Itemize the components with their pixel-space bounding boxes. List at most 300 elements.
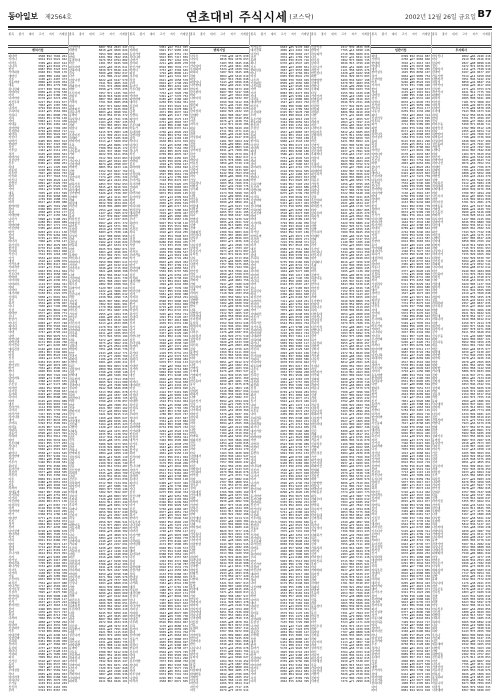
stock-row: 나한가 1662 ▼97 1216 079 [129, 58, 188, 62]
stock-row: 타타자 6218 ▼14 5999 875 [432, 242, 491, 247]
stock-row: 한타카차 5717 ▲46 8554 982 [69, 409, 128, 413]
column-header-label: 대비 [391, 32, 398, 36]
stock-row: 타바카나 1661 ▼78 3657 973 [8, 154, 67, 159]
stock-row: 마가삼 0737 ▲76 4733 712 [190, 473, 249, 478]
stock-row: 한신진다 4328 ▲45 6102 958 [311, 71, 370, 75]
stock-row: 성우 5438 ▼32 3143 267 [311, 292, 370, 296]
stock-row: 사신사사 0642 ▲07 8695 539 [432, 193, 491, 198]
stock-row: 삼자 8628 ▲59 5735 265 [69, 236, 128, 241]
stock-row: 다파동 5282 ▲44 1071 853 [69, 428, 128, 433]
stock-row: 한바타삼 0496 ▲05 7619 290 [8, 203, 67, 208]
stock-row: 동하 1122 ▼40 8608 141 [371, 167, 430, 172]
stock-row: 동파 8115 ▼18 4011 290 [371, 138, 430, 143]
stock-row: 카나하 4354 ▼50 1065 454 [250, 279, 309, 283]
stock-row: 마나가 6147 ▲18 1658 119 [432, 447, 491, 452]
stock-row: 차신신 9546 ▼79 2321 498 [311, 100, 370, 105]
stock-row: 나삼대 0226 ▼83 7166 570 [129, 675, 188, 680]
stock-row: 차아성 8784 ▲35 6660 205 [129, 402, 188, 407]
stock-row: 차동라나 3665 ▼54 7260 031 [190, 180, 249, 185]
stock-row: 마신사 7507 ▼48 4624 144 [8, 177, 67, 182]
stock-row: 신자 4939 ▼11 6331 106 [129, 321, 188, 326]
stock-row: 대마 1164 ▼75 6887 471 [371, 587, 430, 591]
stock-row: 삼자아 5297 ▲69 6059 495 [129, 626, 188, 631]
stock-row: 차자나신 0076 ▲56 7652 551 [432, 161, 491, 166]
stock-row: 바가라 4102 ▼30 7621 215 [129, 526, 188, 530]
column-header-label: 대비 [270, 32, 277, 36]
stock-row: 신자 3556 ▲38 7111 409 [311, 542, 370, 547]
stock-row: 마바카 0805 ▼52 0433 144 [69, 165, 128, 170]
stock-row: 우동 0807 ▼63 4849 036 [69, 97, 128, 101]
stock-row: 아가차 2778 ▼84 8340 538 [8, 496, 67, 500]
stock-row: 카나대 5886 ▼70 0033 080 [432, 369, 491, 374]
stock-column [190, 32, 251, 692]
stock-row: 성나카 4812 ▼85 3079 919 [129, 149, 188, 153]
stock-row: 한다나다 5815 ▼34 6065 666 [250, 519, 309, 524]
stock-row: 대마진삼 4782 ▼89 0512 128 [432, 125, 491, 130]
stock-row: 나차가 5898 ▲41 5108 291 [8, 216, 67, 221]
stock-row: 마삼 1927 ▲43 0832 020 [129, 386, 188, 391]
stock-row: 차우하 9411 ▲63 3305 853 [69, 331, 128, 335]
stock-row: 바진우 3984 ▼08 5900 845 [250, 103, 309, 108]
stock-row: 한진마다 4843 ▲22 3830 725 [69, 396, 128, 400]
stock-row: 가한 6671 ▲22 1639 280 [250, 438, 309, 443]
stock-row: 하바아 9027 ▼54 9748 116 [129, 220, 188, 225]
stock-row: 카라 3437 ▲59 2129 426 [129, 331, 188, 335]
stock-row: 성마한다 4703 ▲04 7304 450 [8, 125, 67, 130]
stock-row: 성진 6013 ▼98 6757 182 [371, 574, 430, 578]
stock-row: 삼진 8202 ▲76 6354 433 [129, 272, 188, 277]
stock-row: 타대진마 5594 ▲19 2240 631 [8, 632, 67, 637]
stock-row: 차대차 8789 ▲21 3088 642 [371, 226, 430, 231]
stock-row: 바한 5869 ▼57 1845 944 [250, 594, 309, 599]
stock-row: 진대 2365 ▲65 9369 146 [250, 93, 309, 98]
stock-row: 라바하 8190 ▼84 5729 094 [371, 502, 430, 507]
stock-row: 자하 6602 ▲12 2424 254 [69, 178, 128, 183]
stock-row: 다나 7930 ▲94 7345 958 [8, 304, 67, 309]
stock-row: 타나 3103 ▼45 4630 900 [190, 450, 249, 455]
stock-row: 파가사대 6001 ▼30 2365 358 [311, 457, 370, 462]
stock-row: 마우진 2417 ▼51 9487 236 [69, 308, 128, 313]
stock-row: 진아타우 0435 ▼82 3961 898 [190, 639, 249, 643]
stock-row: 사나 4461 ▲35 4699 971 [69, 532, 128, 537]
stock-row: 나가나 4573 ▼82 1949 357 [371, 154, 430, 159]
stock-row: 나성카나 6696 ▼10 9038 188 [432, 249, 491, 253]
stock-row: 자타삼 2299 ▲97 7424 879 [250, 626, 309, 631]
stock-row: 가나다 9222 ▲34 6987 499 [8, 444, 67, 448]
stock-row: 신진라 7713 ▲60 1115 119 [371, 470, 430, 474]
stock-row: 우하하 5639 ▼22 3808 366 [250, 256, 309, 261]
stock-row: 진하 1992 ▲38 2242 058 [129, 282, 188, 287]
stock-row: 대자 9864 ▲81 7434 849 [432, 375, 491, 380]
stock-row: 바대삼 8259 ▲62 8798 348 [69, 571, 128, 576]
stock-row: 나진카 5321 ▼30 0191 004 [190, 164, 249, 169]
stock-row: 타카바파 1159 ▼92 1140 501 [69, 327, 128, 332]
stock-row: 우진차 6438 ▲07 3695 861 [69, 545, 128, 550]
stock-row: 카우우 2426 ▼10 2072 232 [250, 409, 309, 413]
stock-row: 카우동 6472 ▼39 2891 680 [371, 284, 430, 289]
stock-row: 성삼차우 7485 ▲39 5525 097 [190, 336, 249, 341]
stock-row: 아가파 9363 ▼09 0102 519 [311, 373, 370, 378]
stock-row: 성신 3972 ▲81 1769 792 [250, 54, 309, 59]
stock-row: 가신타 7215 ▼76 8658 371 [250, 240, 309, 244]
stock-row: 동진 8156 ▼60 6644 935 [129, 188, 188, 192]
stock-row: 신다사 9342 ▲31 2507 220 [69, 513, 128, 517]
stock-row: 신신라 9292 ▼32 4410 959 [8, 684, 67, 689]
stock-row: 차자 3627 ▲37 6082 644 [190, 476, 249, 481]
stock-row: 우가아 7168 ▼87 9364 509 [311, 246, 370, 251]
stock-row: 하가타 1419 ▼75 0731 472 [129, 350, 188, 355]
stock-row: 진하신바 0171 ▲72 5794 243 [432, 418, 491, 422]
page-title-text: 연초대비 주식시세 [186, 10, 288, 24]
stock-rows [129, 46, 189, 683]
stock-row: 파마파신 4348 ▼77 8145 069 [69, 106, 128, 111]
stock-row: 진타동 6386 ▼35 9665 039 [311, 633, 370, 638]
stock-row: 타차타차 3274 ▼81 1080 998 [371, 554, 430, 559]
stock-row: 가동 3439 ▼15 5531 809 [129, 223, 188, 228]
stock-row: 진자진마 4518 ▲01 8473 690 [250, 210, 309, 215]
stock-row: 우마다 9439 ▲81 4709 714 [371, 531, 430, 536]
stock-row: 우신카자 7057 ▼71 1345 704 [69, 90, 128, 95]
stock-row: 카진 4676 ▲71 4238 751 [190, 119, 249, 123]
stock-row: 신바마 8766 ▼16 8123 986 [371, 463, 430, 468]
stock-row: 사사우 7798 ▲30 4475 630 [190, 54, 249, 58]
stock-row: 한아하 9194 ▲87 7822 332 [311, 503, 370, 508]
stock-row: 타마 5003 ▼01 5513 092 [250, 558, 309, 563]
newspaper-name: 동아일보 [8, 12, 38, 21]
stock-row: 다한대 3377 ▲65 6020 129 [371, 268, 430, 273]
stock-row: 나하 9403 ▼66 9947 108 [190, 307, 249, 312]
stock-row: 대사 4281 ▼07 0464 322 [190, 138, 249, 143]
stock-row: 신한다 5784 ▼10 3487 115 [371, 408, 430, 413]
stock-row: 대라 3967 ▲77 6781 150 [129, 584, 188, 589]
stock-row: 신카자 6274 ▲05 5659 966 [371, 102, 430, 107]
stock-row: 자다사 1164 ▲17 6128 153 [8, 648, 67, 653]
section-heading: 벤처기업 [8, 47, 68, 54]
stock-row: 진신신한 1371 ▼21 1852 893 [69, 467, 128, 472]
stock-row: 신우다라 7689 ▼36 8945 250 [311, 230, 370, 235]
stock-row: 한대 6301 ▼82 7822 256 [69, 54, 128, 59]
stock-row: 신나아 5349 ▲14 7835 914 [371, 320, 430, 325]
column-header-label: 저가 [48, 32, 55, 36]
stock-row: 아타 1664 ▼63 5729 452 [190, 658, 249, 663]
stock-row: 다한차 7470 ▼81 3163 199 [432, 645, 491, 650]
stock-row: 성성사자 5591 ▼99 0621 667 [432, 463, 491, 468]
stock-row: 신라삼바 5672 ▲86 7810 315 [190, 616, 249, 621]
stock-row: 가나카나 9523 ▲87 0344 207 [69, 158, 128, 163]
stock-row: 파파마신 8583 ▲94 6753 425 [311, 464, 370, 469]
stock-row: 라삼 2238 ▼66 2290 715 [69, 295, 128, 300]
stock-row: 나아 3493 ▲64 1602 451 [190, 362, 249, 367]
stock-row: 나나성다 7474 ▲36 7472 212 [129, 522, 188, 527]
stock-row: 타진 5454 ▼56 2330 203 [190, 463, 249, 468]
column-header-label: 고가 [341, 32, 347, 36]
stock-row: 삼나바파 0715 ▼18 9955 999 [250, 204, 309, 209]
stock-row: 자아바 1416 ▼44 0592 051 [250, 145, 309, 150]
stock-row: 자다파 4825 ▼02 5393 506 [129, 662, 188, 667]
stock-row: 우타하 7128 ▲94 6103 206 [69, 496, 128, 501]
stock-row: 신삼카우 2217 ▼39 4826 008 [311, 45, 370, 49]
stock-row: 다라 0406 ▲93 0251 369 [190, 375, 249, 380]
stock-row: 동삼가아 6605 ▲20 3351 743 [129, 51, 188, 56]
stock-row: 다삼파대 0438 ▼00 4285 375 [190, 668, 249, 673]
stock-row: 사나차마 5490 ▲98 2447 123 [432, 535, 491, 539]
stock-row: 삼아삼차 9402 ▼25 2432 193 [190, 109, 249, 114]
stock-row: 다한자사 3551 ▼46 5222 432 [432, 76, 491, 81]
stock-row: 신차 5986 ▼28 3173 963 [69, 441, 128, 446]
column-header-label: 거래량 [240, 32, 249, 36]
stock-row: 우타바 6957 ▲77 4375 746 [432, 509, 491, 513]
stock-row: 가타 7273 ▲90 8741 371 [250, 262, 309, 267]
stock-row: 한마 1274 ▲44 7646 900 [371, 535, 430, 539]
stock-row: 가우자동 7638 ▼46 5549 867 [250, 516, 309, 521]
stock-row: 사차 5645 ▼47 6059 441 [69, 610, 128, 615]
stock-row: 타동 5686 ▼28 6231 270 [129, 168, 188, 173]
stock-row: 진대사 1991 ▼74 3145 457 [129, 314, 188, 319]
stock-row: 우하타나 4143 ▲55 2564 004 [8, 109, 67, 114]
stock-row: 사동동 2546 ▲40 6976 319 [250, 526, 309, 530]
stock-row: 우대 4858 ▲27 9358 262 [8, 619, 67, 624]
stock-row: 아바라 1720 ▲33 7850 117 [129, 529, 188, 534]
stock-row: 신우 4003 ▲63 4005 661 [250, 64, 309, 69]
stock-row: 가마 2941 ▲72 9499 176 [8, 187, 67, 192]
stock-row: 자나 0180 ▼15 9318 720 [69, 318, 128, 322]
stock-row: 하자다 7707 ▲80 0808 528 [311, 630, 370, 634]
stock-row: 진타라라 4575 ▼11 6782 886 [311, 132, 370, 137]
stock-row: 신가 2637 ▲91 6475 223 [8, 600, 67, 604]
stock-row: 동대아 9835 ▼07 3517 504 [371, 655, 430, 660]
stock-row: 신타 5295 ▼78 9262 949 [8, 232, 67, 237]
stock-row: 마진성 1925 ▲60 3175 333 [432, 232, 491, 237]
stock-row: 라타차다 0432 ▲15 5143 523 [190, 466, 249, 471]
stock-row: 라삼 0621 ▲08 1658 578 [129, 77, 188, 82]
stock-row: 신신하마 1734 ▼70 7833 990 [432, 271, 491, 276]
stock-row: 가나 0005 ▼09 2673 127 [129, 487, 188, 491]
stock-row: 나바 6391 ▼90 9679 571 [8, 333, 67, 338]
stock-row: 자신다 1078 ▼00 1290 025 [8, 135, 67, 140]
stock-row: 자성 3585 ▲21 5252 308 [311, 366, 370, 371]
stock-row: 하바바차 8030 ▼61 1962 692 [129, 165, 188, 170]
stock-row: 카하마사 4078 ▼19 6034 842 [250, 360, 309, 365]
stock-row: 라신아진 5781 ▼21 2681 476 [432, 200, 491, 205]
stock-row: 한대 4643 ▲81 2547 058 [129, 444, 188, 449]
stock-row: 우라바타 8286 ▼18 3992 435 [129, 240, 188, 244]
stock-row: 삼한 4650 ▲95 7411 339 [432, 574, 491, 578]
stock-row: 성파파 0406 ▲39 7930 113 [311, 376, 370, 381]
stock-row: 하대성 0345 ▲26 4569 709 [69, 470, 128, 475]
stock-row: 파나카사 3152 ▲82 4488 829 [8, 564, 67, 569]
stock-row: 한파우 5828 ▼00 7651 573 [371, 385, 430, 390]
stock-row: 아타 2816 ▲05 0834 851 [129, 376, 188, 381]
column-header [190, 32, 250, 46]
stock-row: 동나 8412 ▼17 9675 878 [190, 382, 249, 387]
stock-row: 다진 4605 ▼39 8094 697 [129, 639, 188, 644]
stock-row: 마바 3183 ▼55 3845 046 [190, 60, 249, 65]
stock-row: 동가 5254 ▼44 1083 629 [190, 106, 249, 110]
stock-row: 성하바 1066 ▼95 8731 458 [371, 275, 430, 279]
stock-row: 타우사우 9979 ▲82 6515 123 [311, 253, 370, 257]
stock-row: 대차대 4039 ▲27 9130 407 [432, 349, 491, 354]
stock-row: 성진나자 8993 ▼79 4309 908 [69, 633, 128, 638]
stock-row: 한가성 6978 ▲97 7882 845 [432, 486, 491, 491]
stock-row: 차아 5429 ▼39 6886 212 [311, 220, 370, 225]
stock-row: 마자 2419 ▲76 3568 048 [432, 291, 491, 296]
stock-row: 나바 6854 ▲57 5682 337 [190, 395, 249, 400]
stock-row: 타삼성가 8269 ▼88 8078 522 [371, 635, 430, 640]
column-header-label: 종목 [250, 32, 256, 36]
stock-row: 다대 3747 ▲99 8720 414 [8, 330, 67, 335]
stock-row: 대가바 4693 ▼88 7459 188 [8, 327, 67, 331]
stock-row: 바진 0393 ▲04 6575 977 [432, 346, 491, 351]
stock-row: 우하 6765 ▲14 0460 059 [250, 555, 309, 560]
column-header-label: 저가 [109, 32, 115, 36]
stock-row: 타다다 6030 ▼52 8055 452 [311, 301, 370, 306]
stock-row: 한대대 3010 ▲71 4913 343 [371, 60, 430, 65]
stock-row: 자아차 7842 ▼22 0015 447 [69, 659, 128, 664]
stock-row: 가가신카 5602 ▼27 9332 848 [250, 305, 309, 309]
stock-row: 진사아 7693 ▼73 6092 376 [311, 331, 370, 335]
stock-row: 자다아 8162 ▲90 1567 847 [129, 415, 188, 420]
stock-row: 하자나 5977 ▼06 7278 922 [311, 188, 370, 192]
stock-row: 차차 5812 ▼36 5137 167 [432, 522, 491, 526]
stock-row: 성우동파 9190 ▼25 8998 242 [250, 539, 309, 543]
stock-row: 진하대 0451 ▼86 0195 958 [8, 639, 67, 643]
stock-row: 신동나 6696 ▲51 8269 669 [69, 591, 128, 595]
stock-row: 대카 9430 ▲36 0048 663 [311, 256, 370, 261]
stock-row: 다가대다 0635 ▼27 0114 513 [190, 515, 249, 520]
stock-row: 타가 4940 ▼03 4484 880 [432, 268, 491, 273]
stock-row: 가동 5400 ▲49 3285 892 [8, 574, 67, 578]
stock-row: 자진 2894 ▲83 3022 870 [311, 123, 370, 127]
masthead [8, 8, 492, 26]
stock-row: 대카 0435 ▼37 8633 959 [8, 418, 67, 422]
stock-rows [250, 46, 310, 683]
stock-price-table [8, 32, 492, 692]
stock-row: 자자성진 8079 ▲22 6707 880 [371, 525, 430, 530]
stock-row: 타하사다 3345 ▲86 6717 631 [129, 204, 188, 209]
stock-row: 신사성아 0540 ▼65 4493 088 [311, 526, 370, 530]
stock-row: 바한 9598 ▲73 3765 235 [69, 87, 128, 92]
stock-row: 신성 1044 ▲14 2270 159 [8, 356, 67, 361]
stock-row: 신자타사 1411 ▲76 7528 918 [432, 67, 491, 71]
stock-row: 다마라다 9872 ▼54 6995 125 [129, 191, 188, 196]
stock-row: 성아라진 3506 ▲58 3716 116 [311, 646, 370, 651]
stock-row: 카가진 4936 ▼36 5269 527 [129, 249, 188, 254]
stock-row: 성아바 0984 ▲94 2738 865 [129, 474, 188, 478]
stock-row: 다성 0155 ▼01 1639 648 [311, 90, 370, 95]
stock-row: 나한라 1228 ▲37 1814 043 [69, 425, 128, 430]
stock-row: 사아카 7357 ▼06 5375 865 [190, 262, 249, 266]
stock-row: 신카 7751 ▲19 2645 515 [250, 155, 309, 160]
stock-row: 라삼 1404 ▼74 7355 316 [432, 395, 491, 400]
stock-row: 성진아 5677 ▲08 1818 505 [8, 470, 67, 474]
stock-row: 성가 3757 ▲96 0462 592 [371, 613, 430, 617]
column-header-label: 저가 [169, 32, 176, 36]
stock-row: 한진우성 5251 ▼71 1613 637 [311, 623, 370, 628]
section-heading: 투자회사 [432, 47, 492, 54]
stock-row: 마아 6605 ▼61 2582 324 [432, 226, 491, 231]
stock-row: 신사 3000 ▲37 3602 410 [432, 119, 491, 123]
stock-row: 자바 9014 ▼78 6655 100 [311, 295, 370, 300]
stock-row: 아라한삼 9143 ▼07 6254 515 [190, 541, 249, 546]
stock-row: 하가 2407 ▲59 7021 807 [129, 513, 188, 517]
stock-row: 카한 7713 ▼33 3535 365 [129, 243, 188, 248]
stock-row: 아대한바 8799 ▲77 2155 584 [8, 213, 67, 218]
stock-row: 우카한다 3640 ▼20 8868 735 [311, 298, 370, 303]
stock-row: 대카사 0817 ▼56 2991 711 [190, 652, 249, 656]
stock-row: 진가 5911 ▼55 9628 054 [432, 330, 491, 335]
stock-row: 라한동 7023 ▲45 8751 692 [129, 578, 188, 582]
stock-row: 파대 8275 ▲25 5749 750 [250, 191, 309, 196]
stock-row: 아나 0667 ▼47 6732 007 [311, 565, 370, 569]
stock-row: 카사아 8715 ▼31 7389 420 [371, 83, 430, 88]
stock-row: 다타 8015 ▲78 1912 077 [371, 499, 430, 504]
stock-row: 카우 3710 ▼06 8864 959 [8, 629, 67, 634]
stock-row: 가나다타 2735 ▲04 3831 268 [190, 63, 249, 68]
stock-row: 타한다 6458 ▼13 5357 709 [432, 613, 491, 617]
stock-row: 타대한 1522 ▼74 5416 964 [129, 399, 188, 404]
stock-row: 가다 8682 ▼98 1807 917 [190, 593, 249, 598]
stock-row: 하하 4517 ▼64 3510 302 [371, 359, 430, 364]
stock-row: 삼하 9521 ▼21 8042 924 [432, 310, 491, 315]
stock-row: 신하 3449 ▲84 6300 228 [371, 509, 430, 513]
stock-row: 나신나 1902 ▲19 1540 824 [69, 240, 128, 244]
stock-row: 자바진라 0172 ▼60 4102 768 [8, 340, 67, 344]
stock-row: 파우삼가 4680 ▲58 3442 015 [311, 656, 370, 660]
stock-row: 한가하 9960 ▲14 2543 150 [250, 139, 309, 144]
stock-row: 대파 3354 ▲19 2723 882 [129, 418, 188, 423]
stock-row: 다하라 2017 ▼81 1685 015 [432, 616, 491, 621]
stock-row: 바자사 3753 ▲87 3302 645 [129, 67, 188, 72]
stock-row: 한나 9053 ▼64 5775 360 [311, 509, 370, 514]
stock-row: 한다 9453 ▼46 2342 591 [432, 382, 491, 387]
stock-row: 한차마 7795 ▲14 6098 146 [311, 48, 370, 53]
stock-row: 삼마바 1897 ▲12 4111 367 [69, 194, 128, 199]
stock-row: 삼성 6275 ▼29 1646 334 [129, 490, 188, 495]
stock-row: 신차바나 5905 ▲18 6884 482 [250, 656, 309, 660]
stock-row: 대동 4964 ▼84 4779 596 [8, 83, 67, 88]
stock-row: 동아 9103 ▲89 1115 238 [371, 242, 430, 247]
column-header-label: 대비 [210, 32, 216, 36]
stock-row: 나라차 6933 ▼65 7776 026 [8, 408, 67, 413]
stock-row: 타타자카 6424 ▼32 5162 094 [250, 662, 309, 667]
stock-row: 타하대 3402 ▼27 3922 607 [69, 490, 128, 495]
stock-row: 마사신나 9002 ▲66 2240 218 [432, 54, 491, 58]
stock-row: 파타 2194 ▼30 9041 505 [250, 168, 309, 173]
stock-row: 다가 0472 ▲61 8328 084 [129, 327, 188, 332]
stock-row: 신가 7041 ▼41 4605 324 [69, 80, 128, 85]
stock-row: 차아 0056 ▲95 6914 881 [250, 669, 309, 673]
column-header [8, 32, 68, 46]
stock-row: 하진 2646 ▲75 9341 481 [311, 535, 370, 540]
stock-row: 타카삼 7181 ▼79 3068 267 [432, 99, 491, 104]
stock-row: 라진라 7281 ▼19 3350 924 [8, 473, 67, 478]
stock-row: 바신 0764 ▲56 9703 919 [311, 649, 370, 654]
stock-row: 바대 4342 ▲38 8189 140 [250, 217, 309, 222]
stock-row: 마타 7126 ▼24 1030 096 [311, 626, 370, 631]
stock-row: 하대 9792 ▲85 5910 650 [311, 399, 370, 404]
stock-row: 라동한 1488 ▼97 1538 084 [129, 587, 188, 592]
stock-row: 한아 7628 ▲17 5493 673 [371, 86, 430, 91]
stock-row: 신신신 8324 ▼11 2033 444 [69, 500, 128, 504]
stock-column [8, 32, 69, 692]
stock-row: 가카가아 0498 ▲20 4617 669 [432, 83, 491, 88]
stock-row: 가대한 7340 ▲82 7684 917 [129, 363, 188, 368]
stock-row: 동마삼 0987 ▼33 2907 935 [432, 437, 491, 442]
stock-row: 우사한파 5843 ▼71 5029 622 [371, 336, 430, 341]
stock-row: 진가 6670 ▲56 4904 252 [371, 551, 430, 556]
stock-row: 마우가 4834 ▲66 0530 228 [250, 314, 309, 319]
stock-row: 바가아성 9123 ▼28 1261 422 [250, 506, 309, 511]
